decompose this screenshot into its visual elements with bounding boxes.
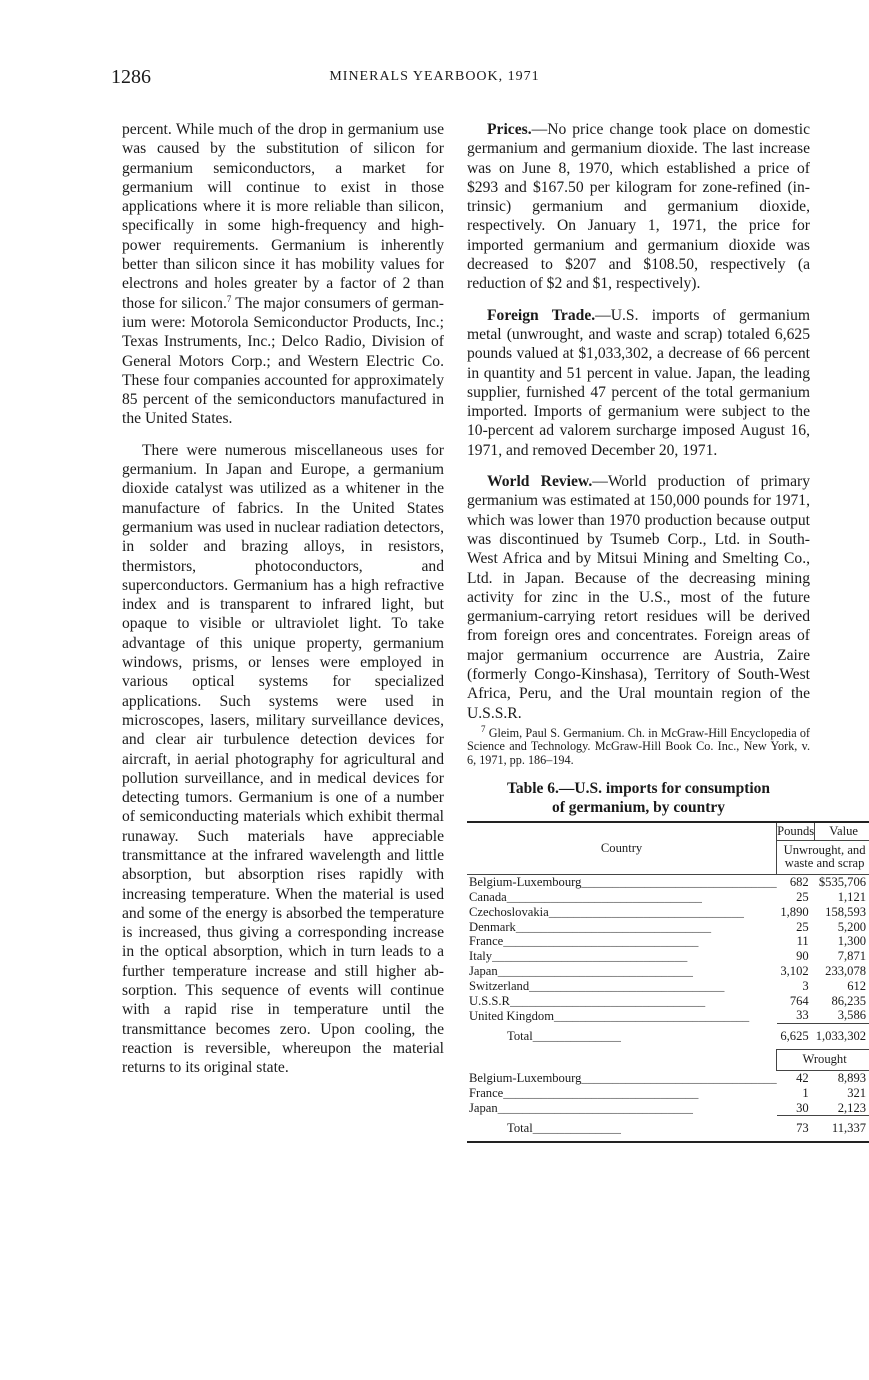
- value-cell: $535,706: [818, 875, 867, 890]
- table-row: Canada_______________________________ 25 1,121: [467, 890, 869, 905]
- country-name: Italy: [469, 949, 493, 964]
- pounds-cell: 1: [802, 1085, 809, 1100]
- table-row: Switzerland_______________________________ 3 612: [467, 979, 869, 994]
- section-unwrought-rows: [467, 875, 869, 1024]
- value-cell: 158,593: [825, 904, 867, 919]
- country-name: Belgium-Luxembourg: [469, 1070, 582, 1085]
- table-row-total-unwrought: Total______________ 6,625 1,033,302: [467, 1024, 869, 1050]
- pounds-cell: 764: [789, 993, 809, 1008]
- country-name: Switzerland: [469, 978, 530, 993]
- table-row: France_______________________________ 11 1,300: [467, 934, 869, 949]
- country-name: U.S.S.R: [469, 993, 510, 1008]
- pounds-cell: 90: [796, 949, 809, 964]
- country-name: United Kingdom: [469, 1008, 555, 1023]
- country-name: Belgium-Luxembourg: [469, 875, 582, 890]
- pounds-cell: 30: [796, 1100, 809, 1115]
- value-cell: 86,235: [831, 993, 867, 1008]
- col-header-pounds: Pounds: [777, 822, 815, 840]
- table-row: Japan_______________________________ 3,102 233,078: [467, 964, 869, 979]
- pounds-cell: 25: [796, 890, 809, 904]
- pounds-cell: 11: [796, 934, 809, 949]
- value-cell: 5,200: [837, 919, 867, 934]
- paragraph-consumers: percent. While much of the drop in germanium use was caused by the substitution of silicon for germanium semiconductors, a market for germanium will continue to exist in those applications where it is more reliable than silicon, specifically in some high-frequency and high-power requirements. Germanium is inherently better than silicon since it has mobility values for electrons and holes greater by a factor of 2 than those for silicon.$^7$ The major consumers of germanium were: Motorola Semiconductor Products, Inc.; Texas Instruments, Inc.; Delco Radio, Division of General Motors Corp.; and Western Electric Co. These four companies accounted for approximately 85 percent of the semiconductors manufactured in the United States.: [122, 121, 444, 428]
- value-cell: 1,300: [837, 934, 867, 949]
- value-cell: 7,871: [837, 949, 867, 964]
- pounds-cell: 682: [789, 875, 809, 890]
- table-row: Belgium-Luxembourg_______________________________ 42 8,893: [467, 1070, 869, 1085]
- value-cell: 8,893: [837, 1070, 867, 1085]
- pounds-cell: 3: [802, 978, 809, 993]
- footnote-ref: 7: [226, 293, 232, 304]
- paragraph-foreign-trade: Foreign Trade.—U.S. imports of germanium metal (unwrought, and waste and scrap) totaled 6,625 pounds valued at $1,033,302, a decrease of 66 percent in quantity and 51 percent in value. Japan, the leading supplier, furnished 47 percent of the total germanium imported. Imports of germanium were subject to the 10-percent ad valorem surcharge imposed August 16, 1971, and removed December 20, 1971.: [467, 306, 810, 459]
- country-name: Czechoslovakia: [469, 904, 549, 919]
- table-row: Italy_______________________________ 90 7,871: [467, 949, 869, 964]
- table-row: France_______________________________ 1 321: [467, 1086, 869, 1101]
- table-row: U.S.S.R_______________________________ 764 86,235: [467, 994, 869, 1009]
- country-name: Japan: [469, 1100, 498, 1115]
- section-wrought-rows: [467, 1070, 869, 1115]
- country-name: France: [469, 1085, 504, 1100]
- value-cell: 3,586: [837, 1008, 867, 1023]
- pounds-cell: 3,102: [780, 963, 809, 978]
- pounds-cell: 42: [796, 1070, 809, 1085]
- footnote: $^7$ Gleim, Paul S. Germanium. Ch. in McGraw-Hill Encyclopedia of Science and Technology. McGraw-Hill Book Co. Inc., New York, v. 6, 1971, pp. 186–194.: [467, 723, 810, 767]
- paragraph-world-review: World Review.—World production of primary germanium was estimated at 150,000 pounds for 1971, which was lower than 1970 production because output was discontinued by Tsumeb Corp., Ltd. in South-West Africa and by Mitsui Mining and Smelting Co., Ltd. in Japan. Because of the decreasing mining activity for zinc in the U.S., most of the future germanium-carrying retort residues will be derived from foreign ores and concentrates. Foreign areas of major germanium occurrence are Austria, Zaire (formerly Congo-Kinshasa), Territory of South-West Africa, Peru, and the Ural mountain region of the U.S.S.R.: [467, 473, 810, 722]
- prices-heading: Prices.: [487, 121, 532, 138]
- table-row: Denmark_______________________________ 25 5,200: [467, 920, 869, 935]
- country-name: Denmark: [469, 919, 516, 934]
- table-row: Czechoslovakia_______________________________ 1,890 158,593: [467, 905, 869, 920]
- paragraph-prices: Prices.—No price change took place on domestic germanium and germanium dioxide. The last increase was on June 8, 1970, which established a price of $293 and $167.50 per kilogram for zone-refined (intrinsic) germanium and germanium dioxide, respectively. On January 1, 1971, the price for imported germanium and germanium dioxide was decreased to $207 and $108.50, respectively (a reduction of $2 and $1, respectively).: [467, 121, 810, 293]
- table-row: Japan_______________________________ 30 2,123: [467, 1101, 869, 1116]
- imports-table: [467, 821, 869, 1143]
- value-cell: 321: [847, 1085, 867, 1100]
- col-header-value: Value: [815, 822, 869, 840]
- table-row-total-wrought: Total______________ 73 11,337: [467, 1116, 869, 1142]
- table-row: Belgium-Luxembourg_______________________________ 682 $535,706: [467, 875, 869, 890]
- value-cell: 2,123: [837, 1100, 867, 1115]
- country-name: Japan: [469, 963, 498, 978]
- table-row: United Kingdom_______________________________ 33 3,586: [467, 1008, 869, 1023]
- foreign-trade-heading: Foreign Trade.: [487, 306, 596, 324]
- table-title: Table 6.—U.S. imports for consumption of germanium, by country: [506, 780, 771, 817]
- pounds-cell: 1,890: [780, 904, 809, 919]
- value-cell: 612: [847, 978, 867, 993]
- footnote-marker: 7: [481, 723, 486, 734]
- page-number: 1286: [111, 66, 151, 88]
- pounds-cell: 33: [796, 1008, 809, 1023]
- value-cell: 233,078: [825, 963, 867, 978]
- right-column: [467, 120, 867, 1143]
- paragraph-misc-uses: There were numerous miscellaneous uses for germanium. In Japan and Europe, a germanium dioxide catalyst was utilized as a whitener in the manufacture of fabrics. In the United States germanium was used in nuclear radiation detectors, in solder and brazing alloys, in resistors, thermistors, photoconductors, and superconductors. Germanium has a high refractive index and is transparent to infrared light, but opaque to visible or ultraviolet light. To take advantage of this unique property, germanium windows, prisms, or lenses were employed in various optical systems for specialized applications. Such systems were used in microscopes, lasers, military surveillance devices, and clear air turbulence detection devices for aircraft, in aerial photography for agricultural and pollution surveillance, and in medical devices for detecting tumors. Germanium is one of a number of semiconducting materials which exhibit thermal runaway. Such materials have appreciable transmittance at the infrared wavelength and little absorption, but absorption rises rapidly with increasing temperature. When the material is used and some of the energy is absorbed the temperature is increased, thus giving a corresponding increase in the optical absorption, which in turn leads to a further temperature increase and still higher absorption. This sequence of events will continue with a rapid rise in temperature until the transmittance becomes zero. Upon cooling, the reaction is reversible, whereupon the material returns to its original state.: [122, 441, 444, 1077]
- country-name: France: [469, 934, 504, 949]
- left-column: [122, 120, 444, 1090]
- country-name: Canada: [469, 890, 507, 904]
- value-cell: 1,121: [837, 890, 867, 904]
- section-header-unwrought: Unwrought, and waste and scrap: [777, 841, 869, 875]
- col-header-country: Country: [467, 822, 777, 874]
- section-header-wrought: Wrought: [777, 1049, 869, 1070]
- page-header: [0, 66, 869, 96]
- world-review-heading: World Review.: [487, 473, 593, 491]
- running-title: MINERALS YEARBOOK, 1971: [329, 69, 540, 84]
- pounds-cell: 25: [796, 919, 809, 934]
